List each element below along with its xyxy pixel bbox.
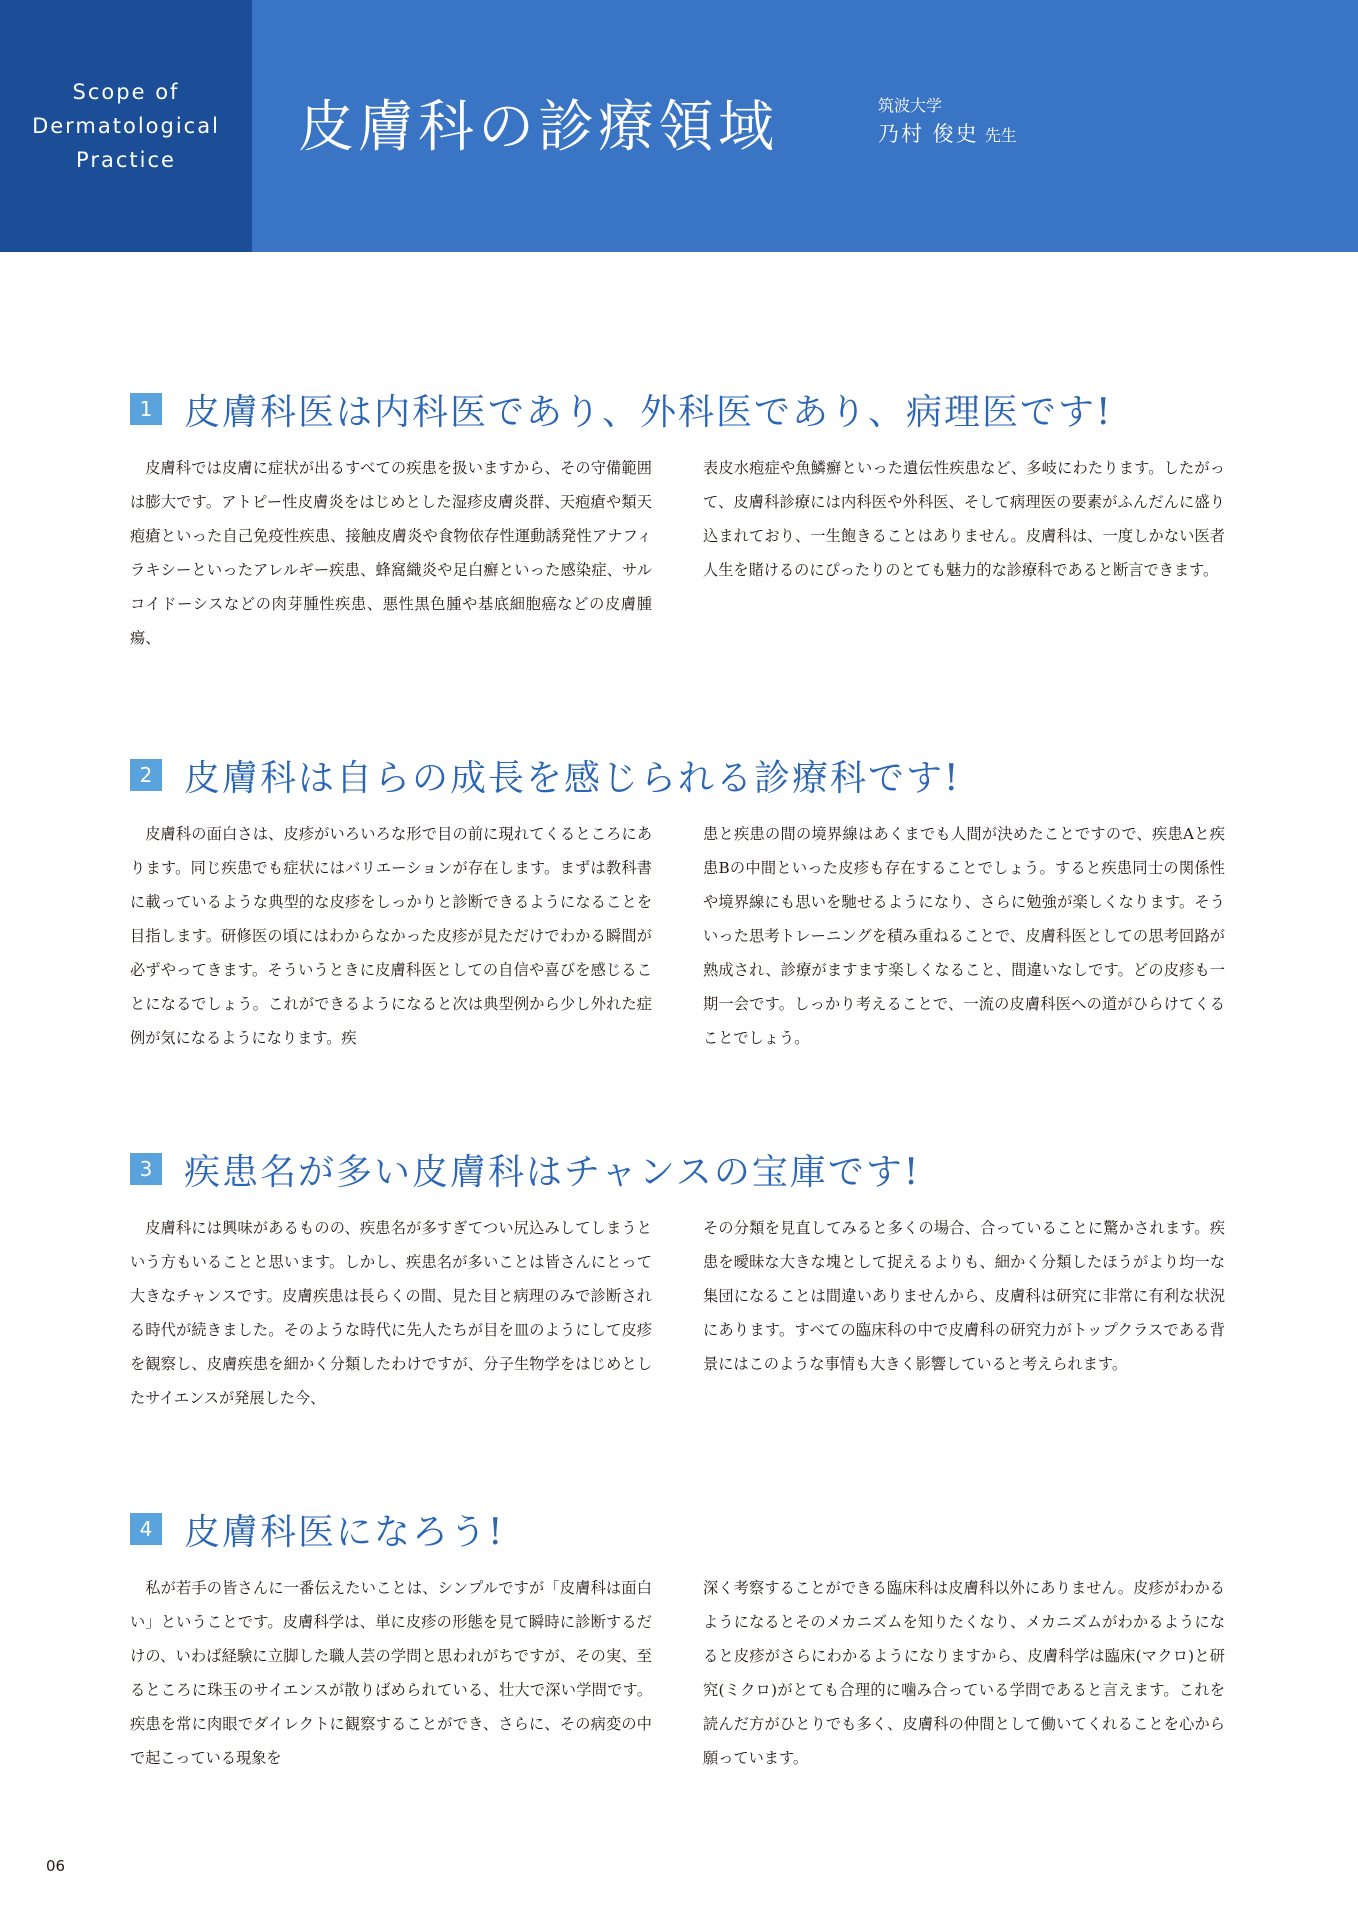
- page-title: 皮膚科の診療領域: [298, 95, 778, 160]
- section-left-column: [130, 1211, 652, 1415]
- section-title: 皮膚科医になろう!: [184, 1511, 505, 1553]
- section-paragraph: 皮膚科の面白さは、皮疹がいろいろな形で目の前に現れてくるところにあります。同じ疾患でも症状にはバリエーションが存在します。まずは教科書に載っているような典型的な皮疹をしっかりと診断できるようになることを目指します。研修医の頃にはわからなかった皮疹が見ただけでわかる瞬間が必ずやってきます。そういうときに皮膚科医としての自信や喜びを感じることになるでしょう。これができるようになると次は典型例から少し外れた症例が気になるようになります。疾: [130, 825, 652, 1047]
- section-right-column: [703, 1571, 1225, 1775]
- section-number-badge: 1: [130, 393, 162, 425]
- section-number-badge: 3: [130, 1153, 162, 1185]
- section-left-column: [130, 451, 652, 655]
- section-paragraph: 皮膚科では皮膚に症状が出るすべての疾患を扱いますから、その守備範囲は膨大です。アトピー性皮膚炎をはじめとした湿疹皮膚炎群、天疱瘡や類天疱瘡といった自己免疫性疾患、接触皮膚炎や食物依存性運動誘発性アナフィラキシーといったアレルギー疾患、蜂窩織炎や足白癬といった感染症、サルコイドーシスなどの肉芽腫性疾患、悪性黒色腫や基底細胞癌などの皮膚腫瘍、: [130, 459, 652, 647]
- section-paragraph: 表皮水疱症や魚鱗癬といった遺伝性疾患など、多岐にわたります。したがって、皮膚科診療には内科医や外科医、そして病理医の要素がふんだんに盛り込まれており、一生飽きることはありません。皮膚科は、一度しかない医者人生を賭けるのにぴったりのとても魅力的な診療科であると断言できます。: [703, 459, 1225, 579]
- section-heading: [130, 1505, 504, 1553]
- section-left-column: [130, 1571, 652, 1775]
- section-right-column: [703, 817, 1225, 1055]
- section-heading: [130, 1145, 920, 1193]
- section-paragraph: 皮膚科には興味があるものの、疾患名が多すぎてつい尻込みしてしまうという方もいることと思います。しかし、疾患名が多いことは皆さんにとって大きなチャンスです。皮膚疾患は長らくの間、見た目と病理のみで診断される時代が続きました。そのような時代に先人たちが目を皿のようにして皮疹を観察し、皮膚疾患を細かく分類したわけですが、分子生物学をはじめとしたサイエンスが発展した今、: [130, 1219, 652, 1407]
- section-number-badge: 4: [130, 1513, 162, 1545]
- header-side-panel: [0, 0, 252, 252]
- header-banner: [0, 0, 1358, 252]
- section-title: 疾患名が多い皮膚科はチャンスの宝庫です!: [184, 1151, 921, 1193]
- section-heading: [130, 751, 960, 799]
- section-paragraph: 深く考察することができる臨床科は皮膚科以外にありません。皮疹がわかるようになるとそのメカニズムを知りたくなり、メカニズムがわかるようになると皮疹がさらにわかるようになりますから、皮膚科学は臨床(マクロ)と研究(ミクロ)がとても合理的に噛み合っている学問であると言えます。これを読んだ方がひとりでも多く、皮膚科の仲間として働いてくれることを心から願っています。: [703, 1579, 1225, 1767]
- section-paragraph: 患と疾患の間の境界線はあくまでも人間が決めたことですので、疾患Aと疾患Bの中間といった皮疹も存在することでしょう。すると疾患同士の関係性や境界線にも思いを馳せるようになり、さらに勉強が楽しくなります。そういった思考トレーニングを積み重ねることで、皮膚科医としての思考回路が熟成され、診療がますます楽しくなること、間違いなしです。どの皮疹も一期一会です。しっかり考えることで、一流の皮膚科医への道がひらけてくることでしょう。: [703, 825, 1225, 1047]
- section-paragraph: 私が若手の皆さんに一番伝えたいことは、シンプルですが「皮膚科は面白い」ということです。皮膚科学は、単に皮疹の形態を見て瞬時に診断するだけの、いわば経験に立脚した職人芸の学問と思われがちですが、その実、至るところに珠玉のサイエンスが散りばめられている、壮大で深い学問です。疾患を常に肉眼でダイレクトに観察することができ、さらに、その病変の中で起こっている現象を: [130, 1579, 652, 1767]
- section-number-badge: 2: [130, 759, 162, 791]
- section-paragraph: その分類を見直してみると多くの場合、合っていることに驚かされます。疾患を曖昧な大きな塊として捉えるよりも、細かく分類したほうがより均一な集団になることは間違いありませんから、皮膚科は研究に非常に有利な状況にあります。すべての臨床科の中で皮膚科の研究力がトップクラスである背景にはこのような事情も大きく影響していると考えられます。: [703, 1219, 1225, 1373]
- section-title: 皮膚科は自らの成長を感じられる診療科です!: [184, 757, 961, 799]
- page-number: 06: [46, 1857, 66, 1875]
- section-right-column: [703, 1211, 1225, 1381]
- header-side-label: Scope of Dermatological Practice: [32, 80, 220, 172]
- author-block: [878, 94, 1017, 150]
- author-honorific: 先生: [984, 126, 1017, 145]
- section-right-column: [703, 451, 1225, 587]
- section-heading: [130, 385, 1112, 433]
- author-affiliation: 筑波大学: [878, 96, 943, 115]
- section-left-column: [130, 817, 652, 1055]
- author-name: 乃村 俊史: [878, 122, 979, 146]
- section-title: 皮膚科医は内科医であり、外科医であり、病理医です!: [184, 391, 1113, 433]
